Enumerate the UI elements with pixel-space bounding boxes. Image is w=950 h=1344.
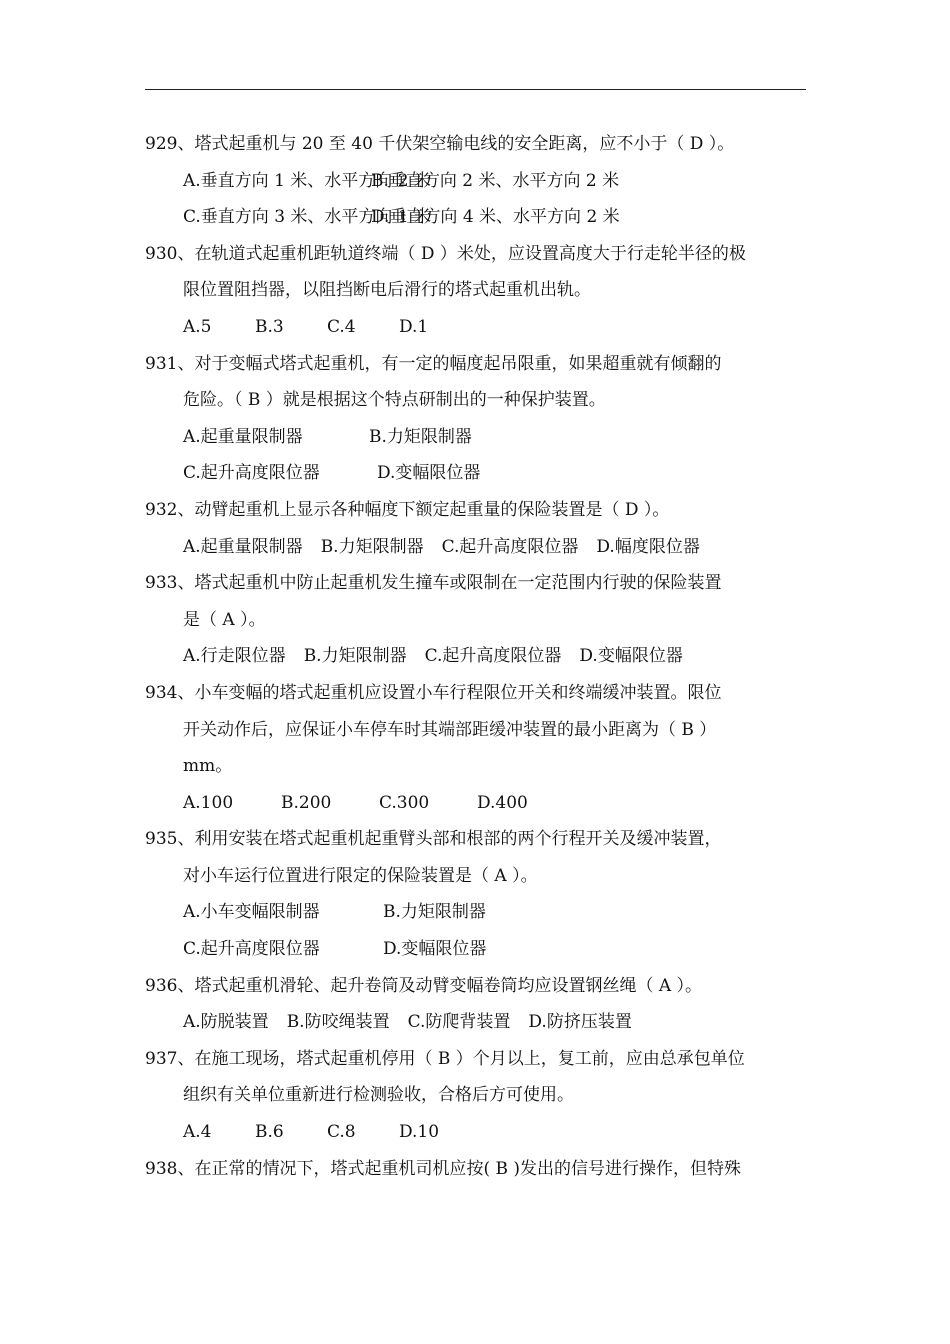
option: D.幅度限位器 bbox=[596, 536, 700, 557]
options-row bbox=[145, 1114, 810, 1151]
question-text-continued: 危险。（ B ）就是根据这个特点研制出的一种保护装置。 bbox=[183, 390, 606, 411]
option: A.起重量限制器 bbox=[183, 536, 303, 557]
options-row bbox=[145, 309, 810, 346]
option: C.300 bbox=[379, 792, 430, 813]
option: A.防脱装置 bbox=[183, 1012, 269, 1033]
options-row bbox=[145, 894, 810, 931]
question-text-continued: 组织有关单位重新进行检测验收，合格后方可使用。 bbox=[183, 1085, 574, 1106]
option: B.防咬绳装置 bbox=[286, 1012, 390, 1033]
option: D.10 bbox=[399, 1122, 440, 1143]
options-row bbox=[145, 419, 810, 456]
question-text: 935、利用安装在塔式起重机起重臂头部和根部的两个行程开关及缓冲装置， bbox=[145, 829, 722, 850]
options-row bbox=[145, 199, 810, 236]
option: A.行走限位器 bbox=[183, 646, 286, 667]
option: A.垂直方向 1 米、水平方向 2 米 bbox=[183, 170, 431, 191]
option: C.垂直方向 3 米、水平方向 1 米 bbox=[183, 207, 432, 228]
option: B.垂直方向 2 米、水平方向 2 米 bbox=[371, 170, 620, 191]
question-text-continued: 限位置阻挡器，以阻挡断电后滑行的塔式起重机出轨。 bbox=[183, 280, 591, 301]
options-row bbox=[145, 931, 810, 968]
option: B.力矩限制器 bbox=[320, 536, 424, 557]
option: B.200 bbox=[281, 792, 332, 813]
option: B.3 bbox=[255, 316, 284, 337]
options-row bbox=[145, 529, 810, 566]
option: C.起升高度限位器 bbox=[424, 646, 562, 667]
option: B.力矩限制器 bbox=[383, 902, 486, 923]
option: D.变幅限位器 bbox=[579, 646, 683, 667]
question-text: 929、塔式起重机与 20 至 40 千伏架空输电线的安全距离，应不小于（ D ）。 bbox=[145, 134, 735, 154]
option: B.力矩限制器 bbox=[303, 646, 407, 667]
options-row bbox=[145, 1004, 810, 1041]
option: A.4 bbox=[183, 1122, 212, 1143]
option: C.4 bbox=[327, 316, 356, 337]
option: C.8 bbox=[327, 1122, 356, 1143]
option: D.变幅限位器 bbox=[377, 463, 481, 484]
question-text: 937、在施工现场，塔式起重机停用（ B ）个月以上，复工前，应由总承包单位 bbox=[145, 1048, 745, 1069]
question-text: 936、塔式起重机滑轮、起升卷筒及动臂变幅卷筒均应设置钢丝绳（ A ）。 bbox=[145, 975, 703, 996]
option: B.力矩限制器 bbox=[369, 426, 472, 447]
options-row bbox=[145, 455, 810, 492]
options-row bbox=[145, 785, 810, 822]
option: D.变幅限位器 bbox=[383, 939, 487, 960]
options-row bbox=[145, 163, 810, 200]
question-text-continued: 是（ A ）。 bbox=[183, 609, 266, 630]
question-text: 931、对于变幅式塔式起重机，有一定的幅度起吊限重，如果超重就有倾翻的 bbox=[145, 353, 722, 374]
option: D.400 bbox=[477, 792, 528, 813]
options-row bbox=[145, 638, 810, 675]
option: C.起升高度限位器 bbox=[183, 463, 320, 484]
option: B.6 bbox=[255, 1122, 284, 1143]
question-text-continued: 开关动作后，应保证小车停车时其端部距缓冲装置的最小距离为（ B ） bbox=[183, 719, 717, 740]
option: A.100 bbox=[183, 792, 234, 813]
option: A.5 bbox=[183, 316, 212, 337]
question-text: 938、在正常的情况下，塔式起重机司机应按( B )发出的信号进行操作，但特殊 bbox=[145, 1158, 742, 1179]
question-text: 933、塔式起重机中防止起重机发生撞车或限制在一定范围内行驶的保险装置 bbox=[145, 573, 722, 594]
option: C.起升高度限位器 bbox=[183, 939, 320, 960]
question-text: 932、动臂起重机上显示各种幅度下额定起重量的保险装置是（ D ）。 bbox=[145, 499, 670, 520]
option: D.1 bbox=[399, 316, 429, 337]
option: C.防爬背装置 bbox=[407, 1012, 511, 1033]
option: C.起升高度限位器 bbox=[441, 536, 579, 557]
option: D.垂直方向 4 米、水平方向 2 米 bbox=[371, 207, 620, 228]
option: A.起重量限制器 bbox=[183, 426, 303, 447]
question-text: 934、小车变幅的塔式起重机应设置小车行程限位开关和终端缓冲装置。限位 bbox=[145, 682, 722, 703]
question-list bbox=[145, 126, 810, 1187]
header-rule bbox=[145, 89, 806, 90]
option: D.防挤压装置 bbox=[528, 1012, 632, 1033]
option: A.小车变幅限制器 bbox=[183, 902, 320, 923]
question-text: 930、在轨道式起重机距轨道终端（ D ）米处，应设置高度大于行走轮半径的极 bbox=[145, 243, 746, 264]
question-text-continued: 对小车运行位置进行限定的保险装置是（ A ）。 bbox=[183, 865, 538, 886]
question-text-continued: mm。 bbox=[183, 756, 233, 777]
